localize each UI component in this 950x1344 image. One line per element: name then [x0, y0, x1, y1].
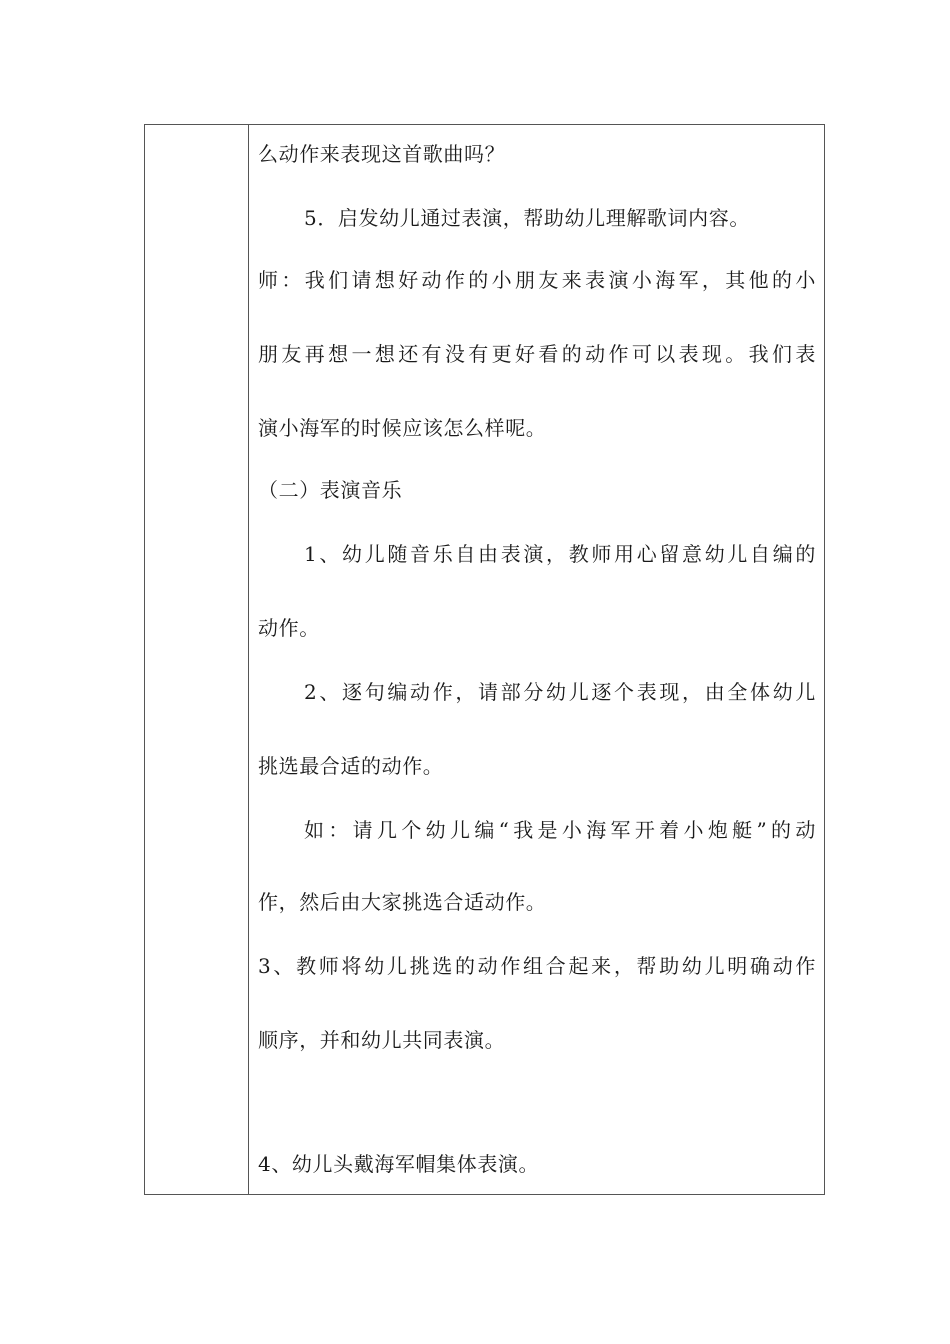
text-line: 1、幼儿随音乐自由表演，教师用心留意幼儿自编的	[304, 542, 816, 566]
text-line: 顺序，并和幼儿共同表演。	[258, 1028, 506, 1052]
text-line: 师：我们请想好动作的小朋友来表演小海军，其他的小	[258, 268, 816, 292]
text-line: 4、幼儿头戴海军帽集体表演。	[258, 1152, 540, 1176]
text-line: 动作。	[258, 616, 320, 640]
text-line: 如：请几个幼儿编“我是小海军开着小炮艇”的动	[304, 818, 816, 842]
content-column-cell	[249, 125, 824, 1194]
text-line: 演小海军的时候应该怎么样呢。	[258, 416, 547, 440]
text-line: 挑选最合适的动作。	[258, 754, 444, 778]
label-column-cell	[145, 125, 249, 1194]
text-line: 3、教师将幼儿挑选的动作组合起来，帮助幼儿明确动作	[258, 954, 816, 978]
text-line: 5．启发幼儿通过表演，帮助幼儿理解歌词内容。	[304, 206, 750, 230]
section-heading: （二）表演音乐	[258, 478, 403, 502]
text-line: 朋友再想一想还有没有更好看的动作可以表现。我们表	[258, 342, 816, 366]
text-line: 2、逐句编动作，请部分幼儿逐个表现，由全体幼儿	[304, 680, 816, 704]
lesson-plan-table	[144, 124, 825, 1195]
text-line: 么动作来表现这首歌曲吗？	[258, 142, 506, 166]
text-line: 作，然后由大家挑选合适动作。	[258, 890, 547, 914]
